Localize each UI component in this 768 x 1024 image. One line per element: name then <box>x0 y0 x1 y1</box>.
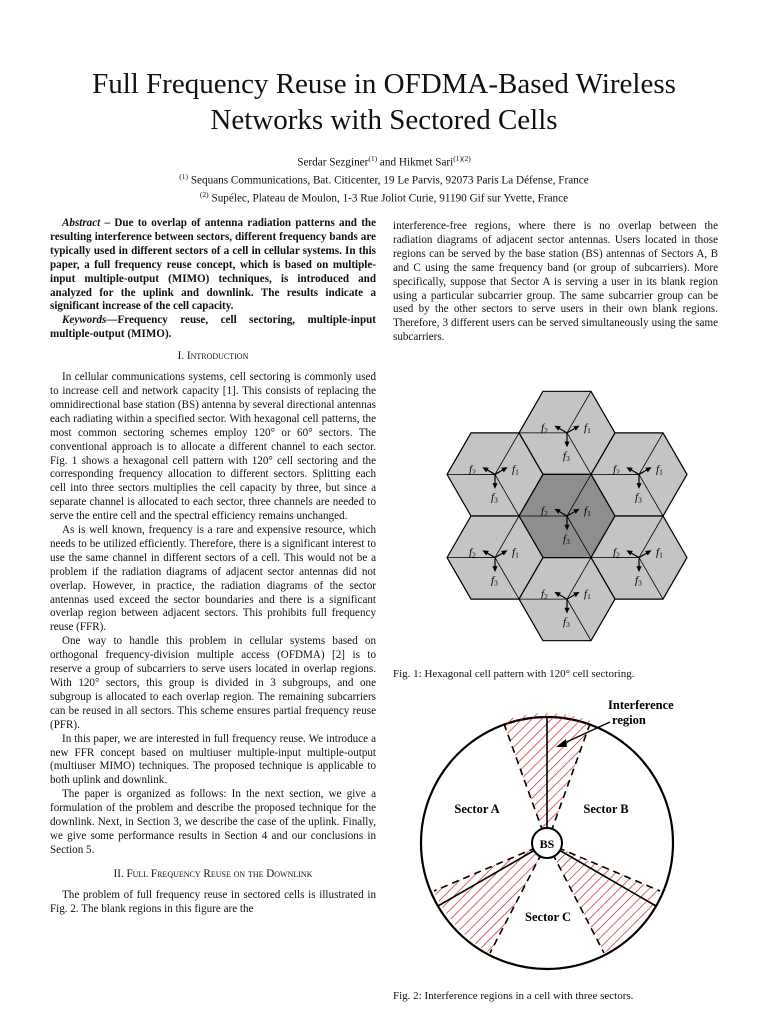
frequency-label: f1 <box>512 546 519 560</box>
section-1-title: Introduction <box>186 350 249 363</box>
frequency-label: f3 <box>563 449 570 463</box>
author-1: Serdar Sezginer <box>297 156 369 169</box>
frequency-label: f1 <box>584 421 591 435</box>
paragraph: One way to handle this problem in cellular systems based on orthogonal frequency-division multiple access (OFDMA) [2] is to reserve a group of subcarriers to serve users located in overlap regions. With 120° sectors, this group is divided in 3 subgroups, and one subgroup is allocated to each overlap region. The remaining subcarriers can be reused in all sectors. This scheme ensures partial frequency reuse (PFR). <box>50 635 376 731</box>
author-2: Hikmet Sari <box>398 156 454 169</box>
paragraph: The paper is organized as follows: In the next section, we give a formulation of the problem and describe the proposed technique for the downlink. Next, in Section 3, we describe the case of the uplink. Finally, we give some performance results in Section 4 and our conclusions in Section 5. <box>50 788 376 856</box>
section-2-heading <box>50 868 376 882</box>
affiliation-2 <box>40 188 728 206</box>
title-line-1: Full Frequency Reuse in OFDMA-Based Wireless <box>92 68 676 100</box>
abstract-label: Abstract <box>62 217 101 229</box>
paragraph: In this paper, we are interested in full frequency reuse. We introduce a new FFR concept based on multiuser multiple-input multiple-output (multiuser MIMO) techniques. The proposed technique is applicable to both uplink and downlink. <box>50 732 376 787</box>
frequency-label: f3 <box>563 533 570 546</box>
frequency-label: f3 <box>563 616 570 630</box>
right-column-text <box>393 220 718 345</box>
aff-2-sup: (2) <box>199 190 209 200</box>
sector-c-label: Sector C <box>525 910 571 924</box>
keywords-text: —Frequency reuse, cell sectoring, multiple-input multiple-output (MIMO). <box>50 314 376 341</box>
author-line <box>40 152 728 170</box>
frequency-label: f1 <box>584 588 591 602</box>
paper-title <box>40 66 728 138</box>
frequency-label: f1 <box>584 505 591 518</box>
aff-1-text: Sequans Communications, Bat. Citicenter, 19 Le Parvis, 92073 Paris La Défense, France <box>190 174 589 187</box>
figure-2-caption: Fig. 2: Interference regions in a cell with three sectors. <box>393 990 634 1002</box>
author-block <box>40 152 728 207</box>
section-1-number: I. <box>177 350 187 363</box>
frequency-label: f2 <box>541 505 548 518</box>
author-2-sup: (1)(2) <box>453 154 471 163</box>
interference-label-2: region <box>612 713 646 727</box>
frequency-label: f2 <box>613 463 620 477</box>
frequency-label: f3 <box>491 574 498 588</box>
frequency-label: f2 <box>469 546 476 560</box>
aff-2-text: Supélec, Plateau de Moulon, 1-3 Rue Joliot Curie, 91190 Gif sur Yvette, France <box>211 193 569 206</box>
left-column <box>50 217 376 917</box>
paragraph: As is well known, frequency is a rare and expensive resource, which needs to be utilized efficiently. Therefore, there is a significant interest to use the same channel in different sectors of a cell. This would not be a problem if the radiation diagrams of adjacent sector antennas did not overlap. However, in practice, the radiation diagrams of the sector antennas used exceed the sector boundaries and there is a significant overlap region between adjacent sectors. This prohibits full frequency reuse (FFR). <box>50 524 376 634</box>
bs-label: BS <box>539 837 555 851</box>
section-2-number: II. <box>113 867 127 880</box>
keywords-label: Keywords <box>62 314 107 327</box>
interference-label-1: Interference <box>608 698 674 712</box>
frequency-label: f3 <box>635 574 642 588</box>
frequency-label: f1 <box>656 546 663 560</box>
frequency-label: f2 <box>541 588 548 602</box>
abstract-text: – Due to overlap of antenna radiation patterns and the resulting interference between sectors, different frequency bands are typically used in different sectors of a cell in cellular systems. In this paper, a full frequency reuse concept, which is based on multiple-input multiple-output (MIMO) techniques, is introduced and analyzed for the uplink and downlink. The results indicate a significant increase of the cell capacity. <box>50 217 376 313</box>
figure-1-caption: Fig. 1: Hexagonal cell pattern with 120° cell sectoring. <box>393 668 635 680</box>
figure-2-interference-diagram <box>400 692 720 982</box>
author-1-sup: (1) <box>368 154 378 163</box>
figure-1-hex-cells <box>440 382 700 652</box>
section-1-heading <box>50 350 376 364</box>
frequency-label: f2 <box>613 546 620 560</box>
sector-b-label: Sector B <box>583 802 629 816</box>
affiliation-1 <box>40 170 728 188</box>
title-line-2: Networks with Sectored Cells <box>210 104 558 136</box>
aff-1-sup: (1) <box>179 172 189 182</box>
paragraph: interference-free regions, where there is no overlap between the radiation diagrams of adjacent sector antennas. Users located in those regions can be served by the base station (BS) antennas of Sectors A, B and C using the same frequency band (or group of subcarriers). More specifically, suppose that Sector A is serving a user in its blank region using a particular subcarrier group. The same subcarrier group can be used by the other sectors to serve users in their own blank regions. Therefore, 3 different users can be served simultaneously using the same subcarriers. <box>393 220 718 344</box>
paragraph: In cellular communications systems, cell sectoring is commonly used to increase cell and network capacity [1]. This consists of replacing the omnidirectional base station (BS) antenna by several directional antennas each radiating within a specified sector. With hexagonal cell patterns, the most common sectoring schemes employ 120° or 60° sectors. The conventional approach is to allocate a different channel to each sector. Fig. 1 shows a hexagonal cell pattern with 120° cell sectoring and the corresponding frequency allocation to different sectors. Splitting each cell into three sectors multiplies the cell capacity by three, but since a separate channel is allocated to each sector, three channels are needed to serve the entire cell and the spectral efficiency remains unchanged. <box>50 371 376 523</box>
keywords <box>50 314 376 342</box>
section-2-title: Full Frequency Reuse on the Downlink <box>126 867 313 880</box>
author-and: and <box>377 156 399 169</box>
abstract <box>50 217 376 314</box>
frequency-label: f3 <box>635 491 642 505</box>
frequency-label: f1 <box>656 463 663 477</box>
frequency-label: f2 <box>541 421 548 435</box>
sector-a-label: Sector A <box>454 802 500 816</box>
paragraph: The problem of full frequency reuse in sectored cells is illustrated in Fig. 2. The blank regions in this figure are the <box>50 888 376 915</box>
